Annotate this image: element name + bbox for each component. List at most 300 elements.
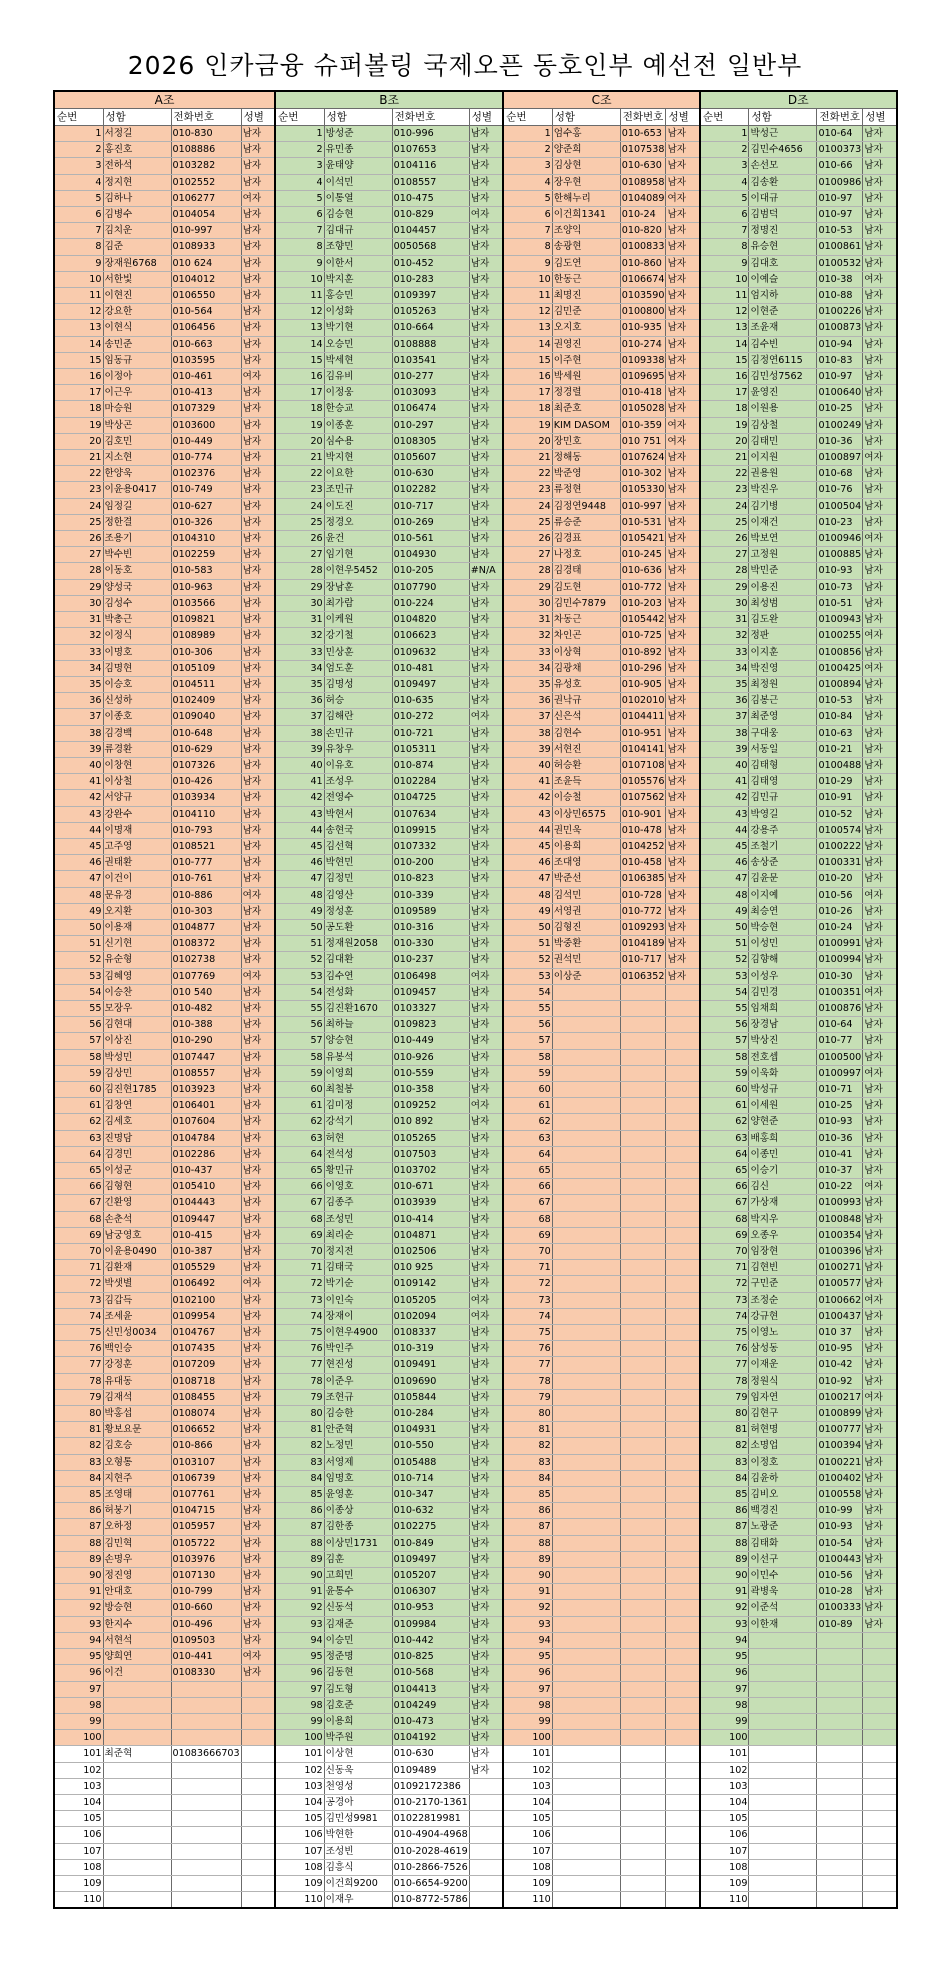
cell-gender xyxy=(666,1438,700,1454)
cell-gender: 남자 xyxy=(241,1632,275,1648)
cell-gender xyxy=(241,1843,275,1859)
cell-number: 54 xyxy=(503,984,552,1000)
cell-name xyxy=(749,1794,817,1810)
cell-gender: 남자 xyxy=(469,450,503,466)
cell-gender: 남자 xyxy=(666,741,700,757)
cell-number: 16 xyxy=(54,369,103,385)
cell-phone: 010-388 xyxy=(171,1017,241,1033)
cell-number: 49 xyxy=(275,903,324,919)
cell-name: 김미정 xyxy=(324,1098,392,1114)
cell-number: 67 xyxy=(503,1195,552,1211)
cell-phone: 010-56 xyxy=(817,1568,863,1584)
cell-phone: 010-52 xyxy=(817,806,863,822)
cell-name: 박진우 xyxy=(749,482,817,498)
column-header-phone: 전화번호 xyxy=(817,109,863,126)
cell-number: 48 xyxy=(700,887,749,903)
cell-number: 2 xyxy=(275,142,324,158)
cell-phone: 0100943 xyxy=(817,612,863,628)
cell-number: 105 xyxy=(54,1811,103,1827)
cell-name: 양승현 xyxy=(324,1033,392,1049)
cell-name: 최하늘 xyxy=(324,1017,392,1033)
cell-number: 28 xyxy=(275,563,324,579)
cell-phone: 010-38 xyxy=(817,271,863,287)
cell-name: 신기현 xyxy=(103,936,171,952)
cell-name: 이건 xyxy=(103,1665,171,1681)
cell-number: 105 xyxy=(700,1811,749,1827)
cell-gender: 남자 xyxy=(241,1017,275,1033)
cell-name: 강규현 xyxy=(749,1308,817,1324)
cell-name: 이요한 xyxy=(324,466,392,482)
cell-phone: 010-51 xyxy=(817,595,863,611)
cell-name: 정진영 xyxy=(103,1568,171,1584)
cell-number: 48 xyxy=(275,887,324,903)
cell-name: 안대호 xyxy=(103,1584,171,1600)
cell-gender: 남자 xyxy=(469,223,503,239)
cell-name xyxy=(552,1179,620,1195)
cell-gender: 남자 xyxy=(666,919,700,935)
cell-name: 손춘석 xyxy=(103,1211,171,1227)
cell-gender xyxy=(241,1681,275,1697)
cell-name: 엄지하 xyxy=(749,288,817,304)
table-row xyxy=(54,1568,897,1584)
cell-name: 김범덕 xyxy=(749,207,817,223)
cell-gender: 남자 xyxy=(241,1146,275,1162)
cell-phone: 0104931 xyxy=(392,1422,469,1438)
cell-number: 20 xyxy=(700,433,749,449)
cell-gender: 여자 xyxy=(241,1276,275,1292)
cell-number: 106 xyxy=(503,1827,552,1843)
cell-number: 70 xyxy=(54,1244,103,1260)
cell-name: 이정아 xyxy=(103,369,171,385)
cell-number: 58 xyxy=(54,1049,103,1065)
cell-name: 심수용 xyxy=(324,433,392,449)
cell-name xyxy=(552,1503,620,1519)
cell-gender xyxy=(666,1681,700,1697)
cell-phone: 010-25 xyxy=(817,1098,863,1114)
cell-name: 김유비 xyxy=(324,369,392,385)
cell-name xyxy=(552,1195,620,1211)
table-row xyxy=(54,417,897,433)
cell-gender xyxy=(666,1827,700,1843)
cell-gender: 남자 xyxy=(863,304,897,320)
cell-name: 서정길 xyxy=(103,126,171,142)
cell-gender: 남자 xyxy=(863,401,897,417)
cell-name xyxy=(552,1794,620,1810)
table-row xyxy=(54,709,897,725)
cell-name: 김현대 xyxy=(103,1017,171,1033)
cell-phone: 0100331 xyxy=(817,855,863,871)
cell-name: 권태환 xyxy=(103,855,171,871)
cell-phone xyxy=(620,1146,666,1162)
cell-name: 이재건 xyxy=(749,514,817,530)
cell-name: 강기철 xyxy=(324,628,392,644)
cell-name: 지현주 xyxy=(103,1470,171,1486)
cell-number: 56 xyxy=(275,1017,324,1033)
cell-name: 윤건 xyxy=(324,531,392,547)
cell-name: 박현서 xyxy=(324,806,392,822)
cell-gender: 남자 xyxy=(241,1487,275,1503)
table-row xyxy=(54,1292,897,1308)
cell-gender: 남자 xyxy=(469,401,503,417)
cell-number: 8 xyxy=(54,239,103,255)
cell-gender: 남자 xyxy=(469,855,503,871)
cell-number: 24 xyxy=(700,498,749,514)
cell-phone xyxy=(171,1794,241,1810)
cell-number: 11 xyxy=(275,288,324,304)
cell-number: 40 xyxy=(275,757,324,773)
cell-name: 김명성 xyxy=(324,676,392,692)
cell-name: 박중환 xyxy=(552,936,620,952)
cell-gender: 남자 xyxy=(241,984,275,1000)
cell-number: 96 xyxy=(54,1665,103,1681)
cell-gender: 남자 xyxy=(469,1341,503,1357)
cell-phone: 0108330 xyxy=(171,1665,241,1681)
table-row xyxy=(54,1794,897,1810)
table-row xyxy=(54,903,897,919)
cell-number: 5 xyxy=(503,190,552,206)
cell-gender xyxy=(666,1519,700,1535)
cell-number: 107 xyxy=(275,1843,324,1859)
cell-name: 이석민 xyxy=(324,174,392,190)
cell-name: 정판 xyxy=(749,628,817,644)
column-header-gender: 성별 xyxy=(863,109,897,126)
cell-number: 9 xyxy=(54,255,103,271)
cell-phone: 01092172386 xyxy=(392,1778,469,1794)
cell-number: 18 xyxy=(54,401,103,417)
cell-number: 35 xyxy=(275,676,324,692)
cell-number: 36 xyxy=(503,693,552,709)
cell-gender: 남자 xyxy=(469,1422,503,1438)
cell-phone: 010-91 xyxy=(817,790,863,806)
cell-phone xyxy=(817,1859,863,1875)
cell-number: 6 xyxy=(700,207,749,223)
cell-number: 82 xyxy=(275,1438,324,1454)
cell-name: 이상준 xyxy=(552,968,620,984)
cell-number: 61 xyxy=(54,1098,103,1114)
cell-number: 18 xyxy=(275,401,324,417)
cell-number: 93 xyxy=(275,1616,324,1632)
cell-name: 박총근 xyxy=(103,612,171,628)
cell-gender: 남자 xyxy=(666,288,700,304)
cell-name xyxy=(749,1632,817,1648)
cell-name: 최정원 xyxy=(749,676,817,692)
cell-name: 긴환영 xyxy=(103,1195,171,1211)
cell-number: 73 xyxy=(700,1292,749,1308)
cell-gender: 남자 xyxy=(241,1503,275,1519)
cell-gender: 남자 xyxy=(469,514,503,530)
cell-phone xyxy=(817,1746,863,1762)
cell-name xyxy=(552,1130,620,1146)
column-header-name: 성함 xyxy=(324,109,392,126)
cell-number: 32 xyxy=(700,628,749,644)
table-row xyxy=(54,660,897,676)
cell-name: 김대호 xyxy=(749,255,817,271)
table-row xyxy=(54,579,897,595)
cell-gender: 남자 xyxy=(469,1081,503,1097)
cell-phone: 010-627 xyxy=(171,498,241,514)
cell-number: 96 xyxy=(503,1665,552,1681)
cell-gender xyxy=(666,1811,700,1827)
cell-name xyxy=(749,1762,817,1778)
cell-phone: 0109984 xyxy=(392,1616,469,1632)
cell-gender: 남자 xyxy=(863,1616,897,1632)
cell-phone: 010-269 xyxy=(392,514,469,530)
cell-gender xyxy=(241,1794,275,1810)
cell-number: 1 xyxy=(700,126,749,142)
cell-gender: 남자 xyxy=(469,1665,503,1681)
cell-number: 110 xyxy=(275,1892,324,1909)
cell-number: 95 xyxy=(275,1649,324,1665)
cell-number: 42 xyxy=(54,790,103,806)
cell-name: 박민준 xyxy=(749,563,817,579)
table-row xyxy=(54,126,897,142)
cell-phone: 0109821 xyxy=(171,612,241,628)
cell-phone: 010-22 xyxy=(817,1179,863,1195)
cell-phone: 010-886 xyxy=(171,887,241,903)
cell-number: 55 xyxy=(503,1000,552,1016)
cell-number: 55 xyxy=(275,1000,324,1016)
cell-gender xyxy=(469,1892,503,1909)
cell-phone: 010-823 xyxy=(392,871,469,887)
cell-number: 101 xyxy=(275,1746,324,1762)
cell-phone: 010-714 xyxy=(392,1470,469,1486)
cell-number: 26 xyxy=(54,531,103,547)
cell-gender xyxy=(241,1762,275,1778)
cell-number: 24 xyxy=(503,498,552,514)
cell-gender: 남자 xyxy=(241,1308,275,1324)
cell-gender: 남자 xyxy=(863,369,897,385)
table-row xyxy=(54,1487,897,1503)
cell-phone: 0106674 xyxy=(620,271,666,287)
cell-number: 34 xyxy=(503,660,552,676)
table-row xyxy=(54,774,897,790)
cell-gender: 남자 xyxy=(666,660,700,676)
cell-gender: 남자 xyxy=(469,320,503,336)
cell-phone: 0109695 xyxy=(620,369,666,385)
cell-number: 1 xyxy=(503,126,552,142)
cell-number: 88 xyxy=(503,1535,552,1551)
cell-phone: 010-458 xyxy=(620,855,666,871)
cell-name: 이케원 xyxy=(324,612,392,628)
cell-number: 79 xyxy=(54,1389,103,1405)
cell-name: 김성수 xyxy=(103,595,171,611)
cell-number: 62 xyxy=(503,1114,552,1130)
cell-number: 87 xyxy=(503,1519,552,1535)
cell-name: 문유경 xyxy=(103,887,171,903)
cell-gender: 남자 xyxy=(241,1616,275,1632)
cell-name xyxy=(552,1227,620,1243)
cell-name: 유승현 xyxy=(749,239,817,255)
cell-number: 80 xyxy=(700,1406,749,1422)
cell-number: 66 xyxy=(275,1179,324,1195)
cell-name xyxy=(552,1049,620,1065)
group-header-d: D조 xyxy=(700,91,897,109)
cell-name: 이상혁 xyxy=(552,644,620,660)
cell-name: 이종훈 xyxy=(324,417,392,433)
cell-number: 74 xyxy=(54,1308,103,1324)
cell-name: 양희연 xyxy=(103,1649,171,1665)
cell-number: 45 xyxy=(700,838,749,854)
cell-phone: 0102094 xyxy=(392,1308,469,1324)
cell-gender xyxy=(666,1130,700,1146)
cell-number: 4 xyxy=(275,174,324,190)
cell-phone: 010-73 xyxy=(817,579,863,595)
cell-number: 80 xyxy=(275,1406,324,1422)
cell-gender: 남자 xyxy=(863,1260,897,1276)
cell-name: 김대환 xyxy=(324,952,392,968)
cell-number: 49 xyxy=(54,903,103,919)
cell-name: 장민호 xyxy=(552,433,620,449)
cell-phone: 0100226 xyxy=(817,304,863,320)
cell-gender xyxy=(241,1875,275,1891)
cell-number: 58 xyxy=(503,1049,552,1065)
cell-number: 41 xyxy=(503,774,552,790)
cell-phone: 0106474 xyxy=(392,401,469,417)
cell-name xyxy=(552,1292,620,1308)
cell-phone: 010-387 xyxy=(171,1244,241,1260)
cell-number: 64 xyxy=(503,1146,552,1162)
cell-number: 106 xyxy=(54,1827,103,1843)
cell-phone xyxy=(620,1794,666,1810)
cell-name: 신성하 xyxy=(103,693,171,709)
cell-gender: 남자 xyxy=(666,855,700,871)
cell-name: 노정민 xyxy=(324,1438,392,1454)
cell-name: 김태민 xyxy=(749,433,817,449)
table-row xyxy=(54,466,897,482)
cell-gender: 남자 xyxy=(863,1276,897,1292)
cell-name: 이지원 xyxy=(749,450,817,466)
cell-gender: 남자 xyxy=(469,628,503,644)
cell-gender: 남자 xyxy=(469,1730,503,1746)
cell-number: 88 xyxy=(275,1535,324,1551)
cell-name: 이상진 xyxy=(103,1033,171,1049)
page-title: 2026 인카금융 슈퍼볼링 국제오픈 동호인부 예선전 일반부 xyxy=(127,51,803,80)
cell-gender: 남자 xyxy=(666,579,700,595)
cell-phone: 010-26 xyxy=(817,903,863,919)
cell-gender xyxy=(666,1503,700,1519)
cell-number: 27 xyxy=(503,547,552,563)
cell-phone xyxy=(817,1649,863,1665)
table-row xyxy=(54,1406,897,1422)
cell-phone: 0100437 xyxy=(817,1308,863,1324)
cell-name: 손민규 xyxy=(324,725,392,741)
cell-phone: 0104310 xyxy=(171,531,241,547)
cell-number: 35 xyxy=(54,676,103,692)
cell-gender: 남자 xyxy=(469,644,503,660)
cell-number: 24 xyxy=(54,498,103,514)
cell-number: 64 xyxy=(275,1146,324,1162)
cell-gender: 남자 xyxy=(241,774,275,790)
cell-gender: 남자 xyxy=(666,676,700,692)
cell-phone xyxy=(620,1130,666,1146)
cell-gender: 남자 xyxy=(469,142,503,158)
cell-number: 12 xyxy=(275,304,324,320)
cell-gender xyxy=(666,1211,700,1227)
table-row xyxy=(54,1179,897,1195)
cell-phone: 0102259 xyxy=(171,547,241,563)
cell-name: 조향민 xyxy=(324,239,392,255)
cell-gender: 남자 xyxy=(469,1163,503,1179)
table-row xyxy=(54,968,897,984)
cell-name: 민상훈 xyxy=(324,644,392,660)
cell-number: 8 xyxy=(700,239,749,255)
cell-gender: 남자 xyxy=(241,741,275,757)
cell-number: 104 xyxy=(700,1794,749,1810)
cell-phone: 010-866 xyxy=(171,1438,241,1454)
cell-name: 김민경 xyxy=(749,984,817,1000)
cell-number: 10 xyxy=(700,271,749,287)
cell-number: 50 xyxy=(503,919,552,935)
cell-name: 이승찬 xyxy=(103,984,171,1000)
cell-phone xyxy=(620,1470,666,1486)
cell-gender: 남자 xyxy=(666,320,700,336)
cell-phone: 010-36 xyxy=(817,433,863,449)
cell-number: 33 xyxy=(700,644,749,660)
cell-gender: 남자 xyxy=(241,304,275,320)
cell-name: 지소현 xyxy=(103,450,171,466)
cell-gender: 남자 xyxy=(863,1308,897,1324)
cell-number: 19 xyxy=(503,417,552,433)
cell-phone: 010-76 xyxy=(817,482,863,498)
cell-name: 박영길 xyxy=(749,806,817,822)
cell-phone: 010-359 xyxy=(620,417,666,433)
cell-gender xyxy=(666,1114,700,1130)
cell-number: 34 xyxy=(54,660,103,676)
cell-gender: 남자 xyxy=(666,126,700,142)
cell-name xyxy=(749,1713,817,1729)
cell-name: 차동근 xyxy=(552,612,620,628)
cell-phone xyxy=(620,1114,666,1130)
cell-name: 고주영 xyxy=(103,838,171,854)
cell-gender: 남자 xyxy=(863,903,897,919)
cell-number: 70 xyxy=(503,1244,552,1260)
cell-gender xyxy=(666,1195,700,1211)
cell-phone xyxy=(620,1276,666,1292)
cell-phone: 010-306 xyxy=(171,644,241,660)
cell-number: 8 xyxy=(503,239,552,255)
cell-gender: 남자 xyxy=(469,466,503,482)
cell-phone: 010-99 xyxy=(817,1503,863,1519)
cell-gender: 남자 xyxy=(241,1130,275,1146)
cell-number: 100 xyxy=(700,1730,749,1746)
cell-name xyxy=(749,1827,817,1843)
table-row xyxy=(54,1600,897,1616)
cell-phone: 010-629 xyxy=(171,741,241,757)
cell-number: 29 xyxy=(54,579,103,595)
cell-number: 95 xyxy=(54,1649,103,1665)
cell-phone: 0105311 xyxy=(392,741,469,757)
cell-gender: 남자 xyxy=(863,1406,897,1422)
cell-name: 김민혁 xyxy=(103,1535,171,1551)
table-row xyxy=(54,1843,897,1859)
table-row xyxy=(54,514,897,530)
cell-phone: 010-728 xyxy=(620,887,666,903)
cell-phone: 010-245 xyxy=(620,547,666,563)
cell-name: 김준 xyxy=(103,239,171,255)
cell-gender: 남자 xyxy=(666,693,700,709)
cell-phone: 0103934 xyxy=(171,790,241,806)
cell-gender: 남자 xyxy=(863,968,897,984)
cell-name: 전석성 xyxy=(324,1146,392,1162)
cell-phone: 010-449 xyxy=(171,433,241,449)
cell-phone: 010-277 xyxy=(392,369,469,385)
cell-gender: 남자 xyxy=(863,482,897,498)
table-row xyxy=(54,693,897,709)
cell-number: 44 xyxy=(275,822,324,838)
cell-name: 이주현 xyxy=(552,352,620,368)
cell-name: 이영노 xyxy=(749,1325,817,1341)
cell-gender: 남자 xyxy=(863,320,897,336)
